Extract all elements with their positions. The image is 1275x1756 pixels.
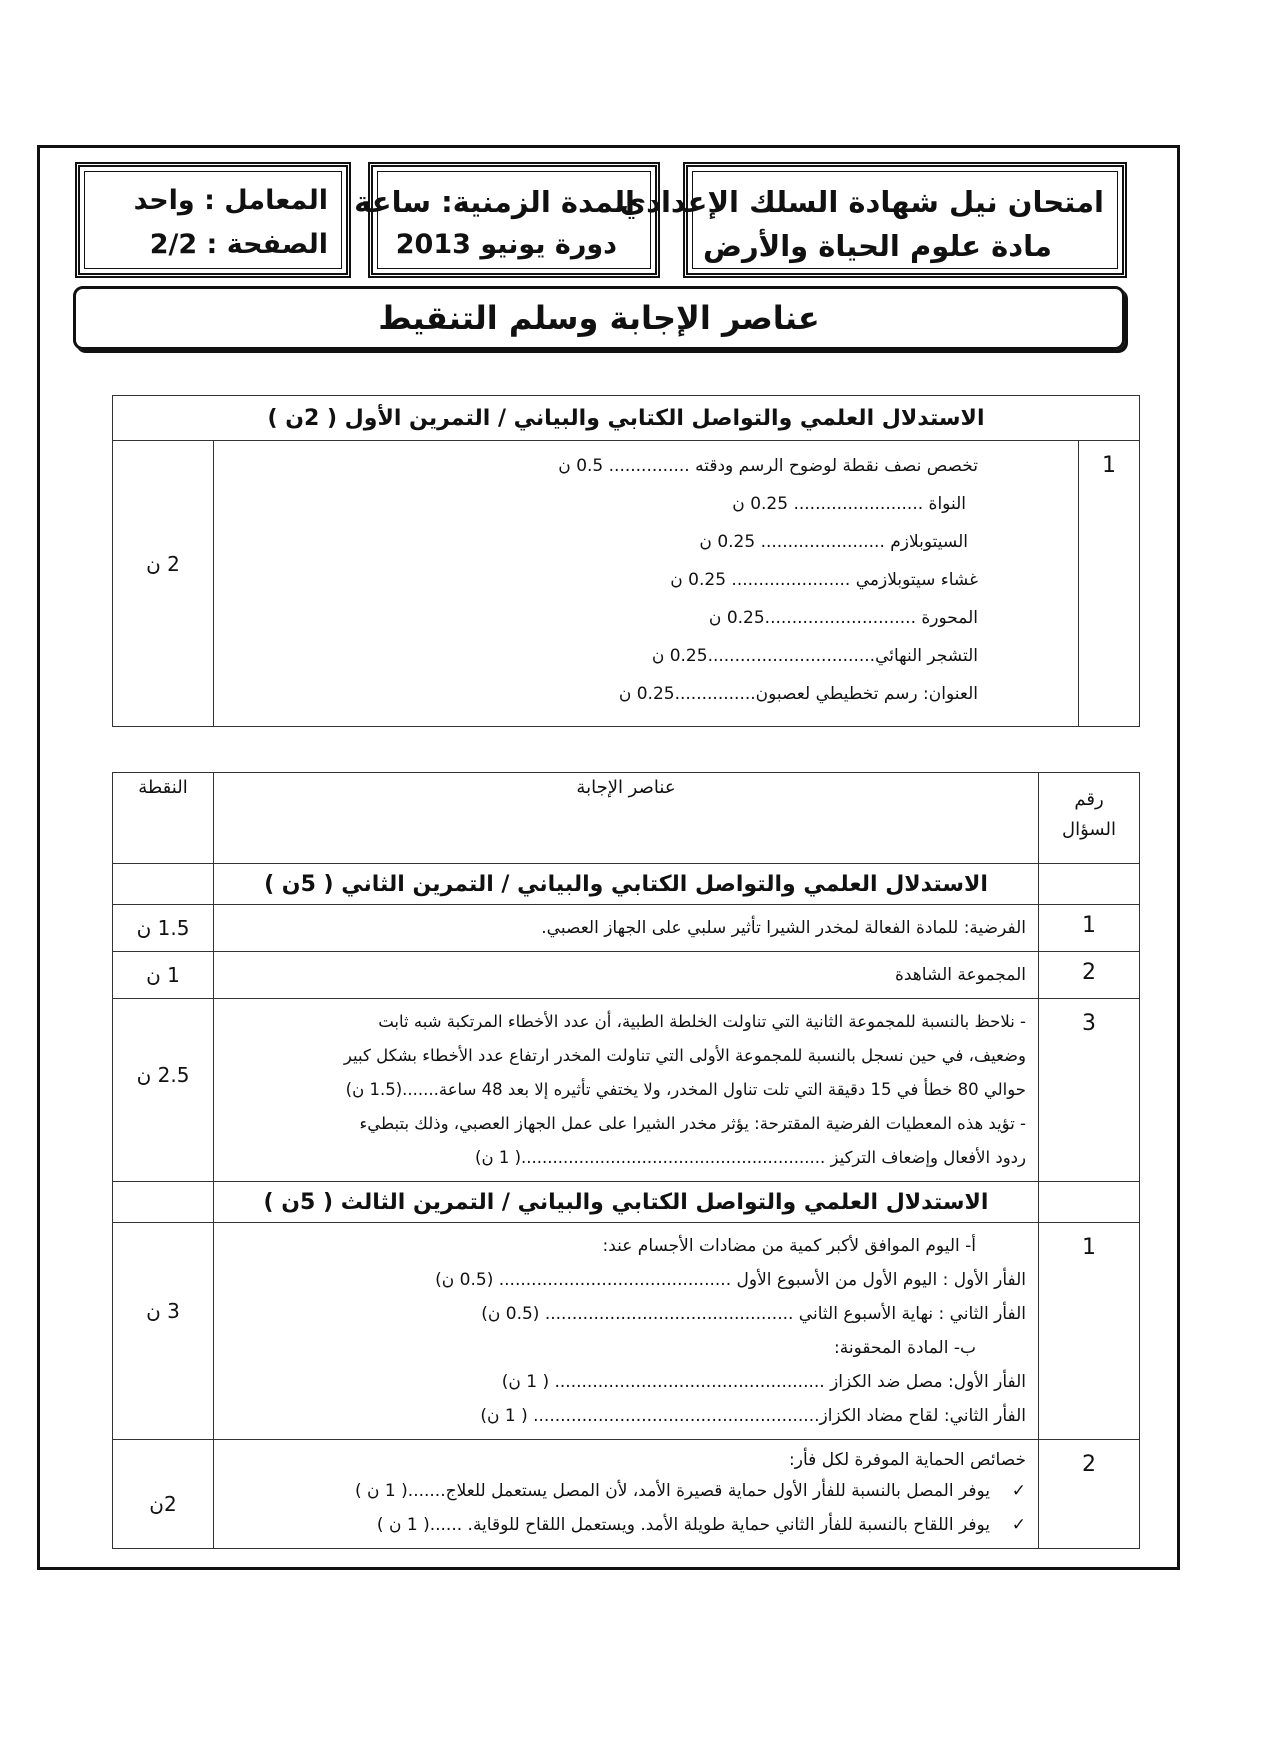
col-question-number: رقم السؤال: [1039, 773, 1140, 864]
answer-line: يوفر المصل بالنسبة للفأر الأول حماية قصيرة الأمد، لأن المصل يستعمل للعلاج.......( 1 ن ): [354, 1481, 990, 1501]
page-number: الصفحة : 2/2: [149, 229, 328, 260]
exercise1-heading: الاستدلال العلمي والتواصل الكتابي والبياني / التمرين الأول ( 2ن ): [113, 396, 1140, 441]
ex1-answer: [214, 441, 1079, 727]
answer-line: - تؤيد هذه المعطيات الفرضية المقترحة: يؤثر مخدر الشيرا على عمل الجهاز العصبي، وذلك بتبطيء: [359, 1114, 1026, 1133]
ex2-q3-points: 2.5 ن: [113, 999, 214, 1182]
ex1-points: 2 ن: [113, 441, 214, 727]
duration-text: المدة الزمنية: ساعة: [354, 185, 635, 219]
answer-line: الفأر الأول: مصل ضد الكزاز .................................................. ( 1 ن): [501, 1372, 1026, 1392]
coef-text: المعامل : واحد: [133, 185, 328, 216]
ex1-line: تخصص نصف نقطة لوضوح الرسم ودقته ............... 0.5 ن: [558, 456, 978, 476]
checkmark-icon: ✓: [1011, 1515, 1026, 1535]
ex3-q2-answer: [214, 1440, 1039, 1549]
ex2-q1-points: 1.5 ن: [113, 905, 214, 952]
exercise3-heading: الاستدلال العلمي والتواصل الكتابي والبياني / التمرين الثالث ( 5ن ): [214, 1182, 1039, 1223]
ex3-q1-points: 3 ن: [113, 1223, 214, 1440]
ex2-q1-number: 1: [1039, 905, 1140, 952]
ex2-q3-answer: [214, 999, 1039, 1182]
checkmark-icon: ✓: [1011, 1481, 1026, 1501]
answer-line: الفأر الثاني: لقاح مضاد الكزاز..................................................... ( 1 ن): [480, 1406, 1026, 1426]
answer-line: يوفر اللقاح بالنسبة للفأر الثاني حماية طويلة الأمد. ويستعمل اللقاح للوقاية. ......( 1 ن ): [376, 1515, 990, 1535]
ex1-line: العنوان: رسم تخطيطي لعصبون...............0.25 ن: [618, 684, 978, 704]
duration-box: [354, 162, 660, 278]
ex3-q1-answer: [214, 1223, 1039, 1440]
ex3-q2-number: 2: [1039, 1440, 1140, 1549]
exercise1-table: [112, 395, 1140, 727]
ex2-q2-number: 2: [1039, 952, 1140, 999]
coef-box: [75, 162, 351, 278]
exercise2-heading: الاستدلال العلمي والتواصل الكتابي والبياني / التمرين الثاني ( 5ن ): [214, 864, 1039, 905]
exam-info-box: [619, 162, 1127, 278]
answer-line: المجموعة الشاهدة: [894, 965, 1026, 985]
col-answer-elements: عناصر الإجابة: [214, 773, 1039, 864]
answers-table: [112, 772, 1140, 1549]
col-points: النقطة: [113, 773, 214, 864]
ex2-q2-points: 1 ن: [113, 952, 214, 999]
answer-line: الفأر الثاني : نهاية الأسبوع الثاني .............................................. (0.5 ن): [481, 1304, 1026, 1324]
ex3-q2-points: 2ن: [113, 1440, 214, 1549]
answer-line: أ- اليوم الموافق لأكبر كمية من مضادات الأجسام عند:: [602, 1236, 976, 1256]
answer-line: الفرضية: للمادة الفعالة لمخدر الشيرا تأثير سلبي على الجهاز العصبي.: [541, 918, 1026, 938]
page-title: عناصر الإجابة وسلم التنقيط: [73, 286, 1125, 350]
answer-line: خصائص الحماية الموفرة لكل فأر:: [789, 1450, 1026, 1470]
ex1-line: النواة ........................ 0.25 ن: [732, 494, 966, 514]
ex1-line: السيتوبلازم ....................... 0.25 ن: [699, 532, 968, 552]
answer-line: - نلاحظ بالنسبة للمجموعة الثانية التي تناولت الخلطة الطبية، أن عدد الأخطاء المرتكبة شبه ثابت: [378, 1012, 1026, 1031]
answer-line: ردود الأفعال وإضعاف التركيز ..........................................................( 1 ن): [475, 1148, 1026, 1167]
ex1-line: المحورة ............................0.25 ن: [708, 608, 978, 628]
answer-line: وضعيف، في حين نسجل بالنسبة للمجموعة الأولى التي تناولت المخدر ارتفاع عدد الأخطاء بشكل كبير: [343, 1046, 1026, 1065]
ex2-q3-number: 3: [1039, 999, 1140, 1182]
ex2-q1-answer: [214, 905, 1039, 952]
session-text: دورة يونيو 2013: [395, 229, 617, 260]
exam-line2: مادة علوم الحياة والأرض: [702, 229, 1052, 263]
ex3-q1-number: 1: [1039, 1223, 1140, 1440]
ex1-line: غشاء سيتوبلازمي ...................... 0.25 ن: [670, 570, 978, 590]
answer-line: الفأر الأول : اليوم الأول من الأسبوع الأول ........................................... (0.5 ن): [435, 1270, 1026, 1290]
ex2-q2-answer: [214, 952, 1039, 999]
answer-line: ب- المادة المحقونة:: [834, 1338, 976, 1358]
answer-line: حوالي 80 خطأ في 15 دقيقة التي تلت تناول المخدر، ولا يختفي تأثيره إلا بعد 48 ساعة.......(1.5 ن): [345, 1080, 1026, 1099]
ex1-line: التشجر النهائي...............................0.25 ن: [651, 646, 978, 666]
exam-line1: امتحان نيل شهادة السلك الإعدادي: [619, 185, 1104, 219]
ex1-question-number: 1: [1079, 441, 1140, 727]
